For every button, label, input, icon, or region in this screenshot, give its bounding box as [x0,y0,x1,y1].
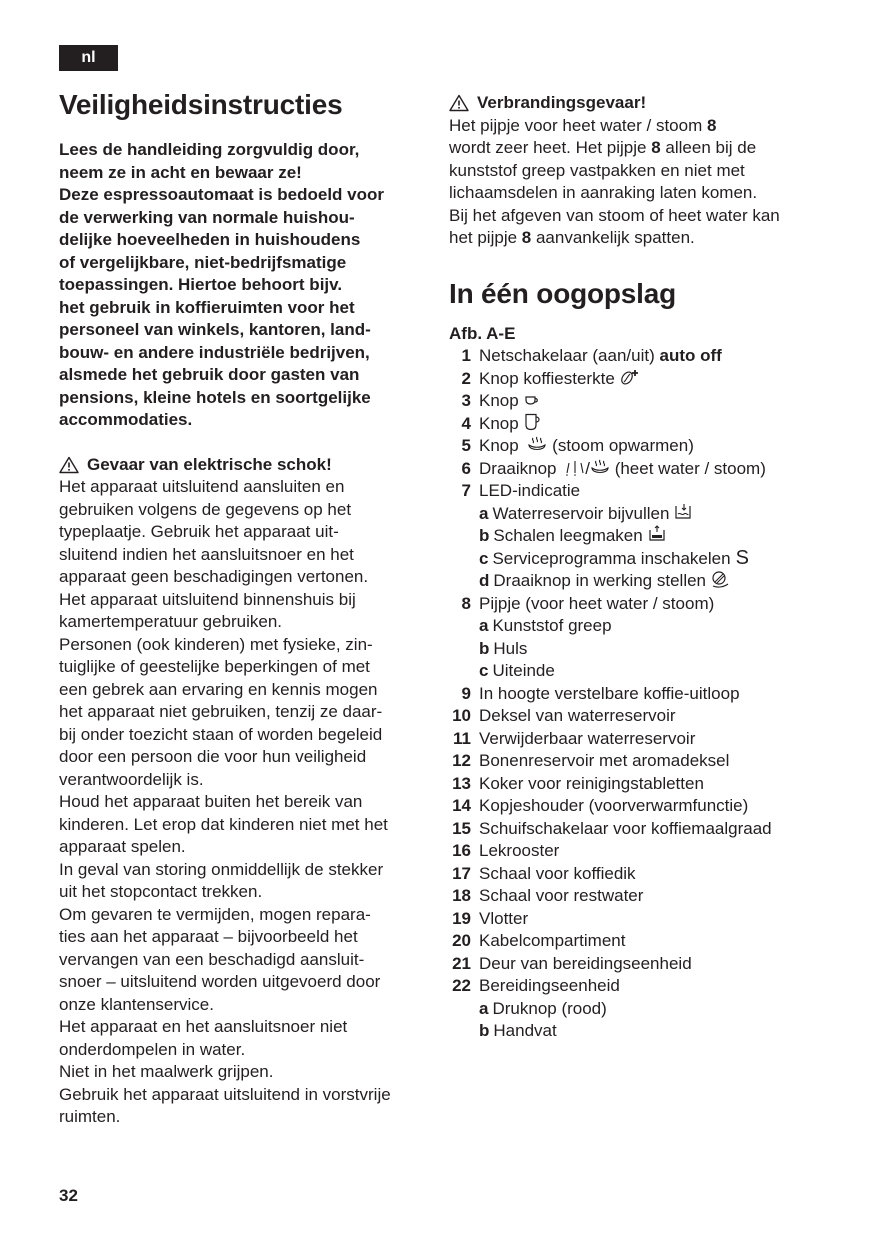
list-subitem: b Huls [479,638,528,658]
list-item: 11 Verwijderbaar waterreservoir [453,728,696,748]
list-item: 21 Deur van bereidingseenheid [452,953,692,973]
service-s-icon: S [735,546,749,569]
steam-icon [527,436,547,454]
list-subitem: b Schalen leegmaken [449,525,829,548]
list-item: 20 Kabelcompartiment [452,931,626,950]
list-item: 16 Lekrooster [452,841,560,860]
burn-text: aanvankelijk spatten. [531,228,695,247]
list-item: 3 Knop [449,390,829,413]
list-subitem: c Uiteinde [479,661,555,680]
list-subitem: b Handvat [479,1021,557,1040]
large-cup-icon [523,413,543,431]
list-subitem: d Draaiknop in werking stellen [449,570,829,593]
burn-warning-heading [449,92,829,115]
list-item: 22 Bereidingseenheid [452,976,620,995]
electric-shock-warning-title: Gevaar van elektrische schok! [87,454,332,474]
list-item: 7 LED-indicatie [461,481,581,500]
list-item: 2 Knop koffiesterkte [449,368,829,391]
safety-column [59,88,439,1129]
parts-list [449,345,829,1043]
list-item: 18 Schaal voor restwater [452,886,644,905]
part-number: 8 [706,115,717,135]
coffee-strength-icon [619,368,639,386]
list-item: 17 Schaal voor koffiedik [452,863,636,883]
burn-warning-body [449,115,829,250]
part-number: 8 [521,228,532,247]
list-item: 10 Deksel van waterreservoir [452,706,676,725]
list-subitem: a Waterreservoir bijvullen [449,503,829,526]
list-item: 5 Knop (stoom opwarmen) [461,436,694,455]
list-item: 12 Bonenreservoir met aromadeksel [452,751,730,770]
burn-text: kunststof greep vastpakken en niet met lichaamsdelen in aanraking laten komen. Bij het afgeven van stoom of heet water kan [449,160,780,225]
burn-warning-title: Verbrandingsgevaar! [477,93,647,112]
water-tank-icon [673,503,693,521]
small-cup-icon [523,390,543,408]
warning-triangle-icon [59,456,79,474]
burn-text: alleen bij de [660,138,757,157]
burn-text: het pijpje [449,228,522,247]
hot-water-icon [565,459,585,477]
overview-title: In één oogopslag [449,277,677,309]
list-item: 1 Netschakelaar (aan/uit) auto off [461,346,722,365]
list-item: 8 Pijpje (voor heet water / stoom) [461,593,715,613]
safety-intro: Lees de handleiding zorgvuldig door, neem ze in acht en bewaar ze! Deze espressoautomaat is bedoeld voor de verwerking van normale huishou- delijke hoeveelheden in huishoudens of vergelijkbare, niet-bedrijfsmatige toepassingen. Hiertoe behoort bijv. het gebruik in koffieruimten voor het personeel van winkels, kantoren, land- bouw- en andere industriële bedrijven, alsmede het gebruik door gasten van pensions, kleine hotels en soortgelijke accommodaties. [59,140,384,429]
safety-title: Veiligheidsinstructies [59,89,343,120]
list-item: 4 Knop [449,413,829,436]
list-item: 14 Kopjeshouder (voorverwarmfunctie) [452,796,749,815]
list-subitem: a Druknop (rood) [479,998,607,1018]
page-number: 32 [59,1186,78,1205]
figure-label: Afb. A-E [449,323,516,343]
turn-knob-icon [710,570,730,588]
steam-icon [590,459,610,477]
part-number: 8 [651,138,661,157]
list-subitem: a Kunststof greep [479,616,612,635]
list-item: 9 In hoogte verstelbare koffie-uitloop [461,683,740,703]
list-subitem: c Serviceprogramma inschakelen S [479,546,749,569]
empty-trays-icon [647,525,667,543]
electric-shock-warning-body: Het apparaat uitsluitend aansluiten en gebruiken volgens de gegevens op het typeplaatje. Gebruik het apparaat uit- sluitend indien het aansluitsnoer en het apparaat geen beschadigingen vertonen. Het apparaat uitsluitend binnenshuis bij kamertemperatuur gebruiken. Personen (ook kinderen) met fysieke, zin- tuiglijke of geestelijke beperkingen of met een gebrek aan ervaring en kennis mogen het apparaat niet gebruiken, tenzij ze daar- bij onder toezicht staan of worden begeleid door een persoon die voor hun veiligheid verantwoordelijk is. Houd het apparaat buiten het bereik van kinderen. Let erop dat kinderen niet met het apparaat spelen. In geval van storing onmiddellijk de stekker uit het stopcontact trekken. Om gevaren te vermijden, mogen repara- ties aan het apparaat – bijvoorbeeld het vervangen van een beschadigd aansluit- snoer – uitsluitend worden uitgevoerd door onze klantenservice. Het apparaat en het aansluitsnoer niet onderdompelen in water. Niet in het maalwerk grijpen. Gebruik het apparaat uitsluitend in vorstvrije ruimten. [59,477,391,1126]
list-item: 13 Koker voor reinigingstabletten [452,773,704,793]
list-item: 6 Draaiknop / (heet water / stoom) [461,458,766,478]
electric-shock-warning-heading [59,454,439,477]
warning-triangle-icon [449,94,469,112]
list-item: 19 Vlotter [452,908,529,928]
overview-column [449,92,829,1043]
list-item: 15 Schuifschakelaar voor koffiemaalgraad [452,818,772,838]
language-badge: nl [59,45,118,71]
burn-text: wordt zeer heet. Het pijpje [449,138,652,157]
burn-text: Het pijpje voor heet water / stoom [449,115,707,135]
